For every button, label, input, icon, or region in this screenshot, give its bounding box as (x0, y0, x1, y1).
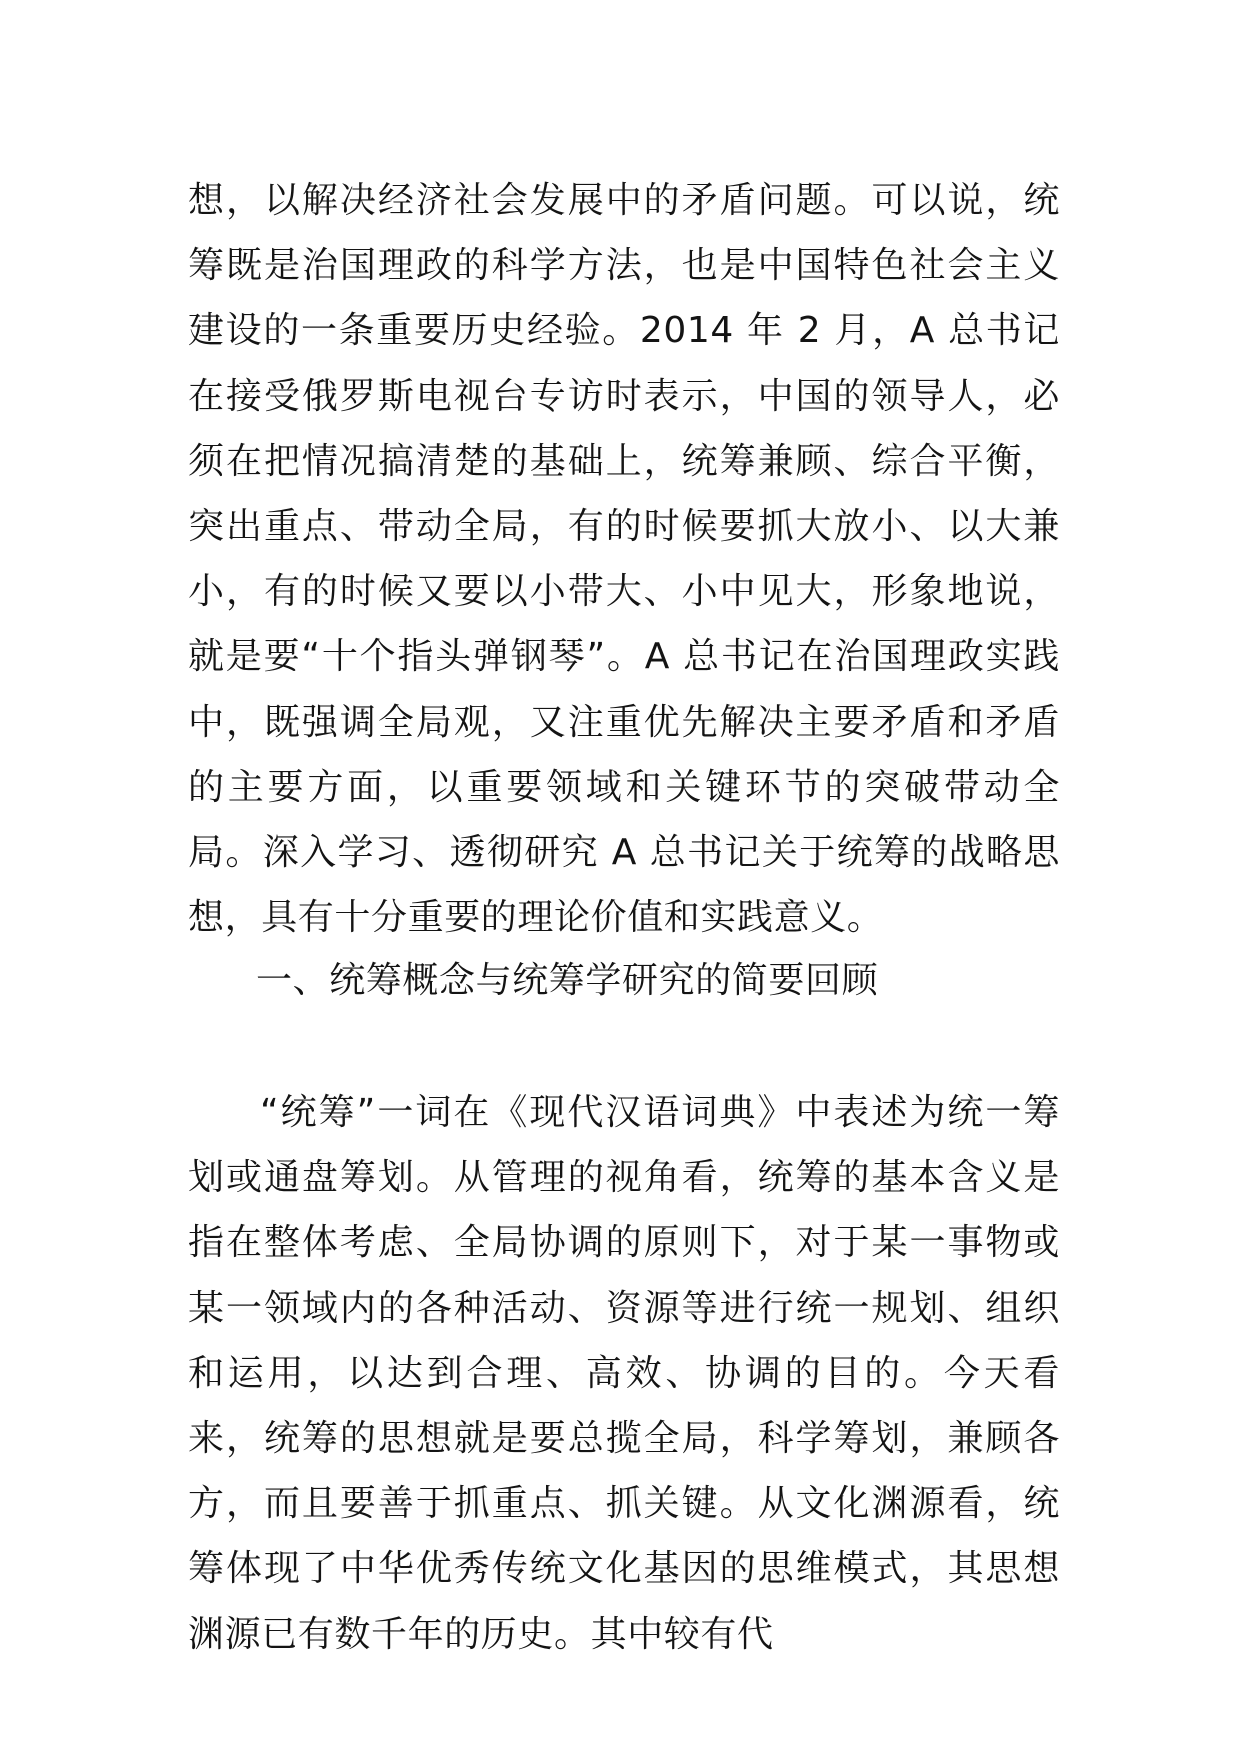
body-paragraph: 想，以解决经济社会发展中的矛盾问题。可以说，统筹既是治国理政的科学方法，也是中国特色社会主义建设的一条重要历史经验。2014 年 2 月，A 总书记在接受俄罗斯电视台专访时表示，中国的领导人，必须在把情况搞清楚的基础上，统筹兼顾、综合平衡，突出重点、带动全局，有的时候要抓大放小、以大兼小，有的时候又要以小带大、小中见大，形象地说，就是要“十个指头弹钢琴”。A 总书记在治国理政实践中，既强调全局观，又注重优先解决主要矛盾和矛盾的主要方面，以重要领域和关键环节的突破带动全局。深入学习、透彻研究 A 总书记关于统筹的战略思想，具有十分重要的理论价值和实践意义。 (188, 180, 1060, 939)
section-heading: 一、统筹概念与统筹学研究的简要回顾 (256, 960, 879, 1001)
body-paragraph: “统筹”一词在《现代汉语词典》中表述为统一筹划或通盘筹划。从管理的视角看，统筹的基本含义是指在整体考虑、全局协调的原则下，对于某一事物或某一领域内的各种活动、资源等进行统一规划、组织和运用，以达到合理、高效、协调的目的。今天看来，统筹的思想就是要总揽全局，科学筹划，兼顾各方，而且要善于抓重点、抓关键。从文化渊源看，统筹体现了中华优秀传统文化基因的思维模式，其思想渊源已有数千年的历史。其中较有代 (188, 1092, 1060, 1655)
